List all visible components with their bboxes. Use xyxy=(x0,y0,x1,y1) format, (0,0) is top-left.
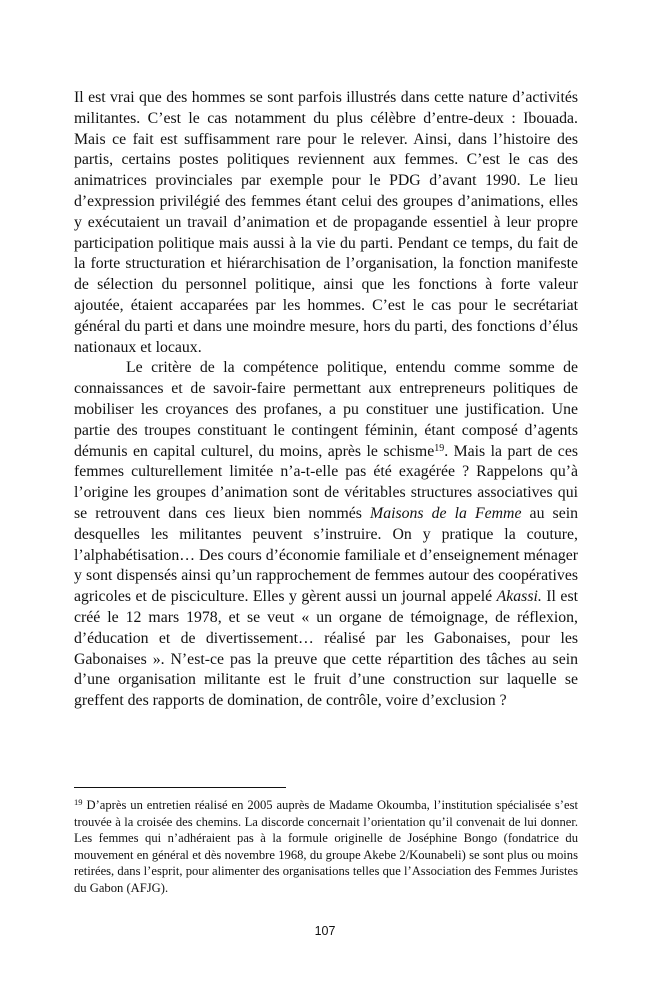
footnote-text: D’après un entretien réalisé en 2005 auprès de Madame Okoumba, l’institution spécialisée s’est trouvée à la croisée des chemins. La discorde concernait l’orientation qu’il convenait de lui donner. Les femmes qui n’adhéraient pas à la formule originelle de Joséphine Bongo (fondatrice du mouvement en général et dès novembre 1968, du groupe Akebe 2/Kounabeli) se sont plus ou moins retirées, dans l’esprit, pour alimenter des organisations telles que l’Association des Femmes Juristes du Gabon (AFJG). xyxy=(74,798,578,895)
page-body xyxy=(74,88,578,712)
paragraph-1: Il est vrai que des hommes se sont parfois illustrés dans cette nature d’activités militantes. C’est le cas notamment du plus célèbre d’entre-deux : Ibouada. Mais ce fait est suffisamment rare pour le relever. Ainsi, dans l’histoire des partis, certains postes politiques reviennent aux femmes. C’est le cas des animatrices provinciales par exemple pour le PDG d’avant 1990. Le lieu d’expression privilégié des femmes étant celui des groupes d’animations, elles y exécutaient un travail d’animation et de propagande essentiel à leur propre participation politique mais aussi à la vie du parti. Pendant ce temps, du fait de la forte structuration et hiérarchisation de l’organisation, la fonction manifeste de sélection du personnel politique, ainsi que les fonctions à forte valeur ajoutée, étaient accaparées par les hommes. C’est le cas pour le secrétariat général du parti et dans une moindre mesure, hors du parti, des fonctions d’élus nationaux et locaux. xyxy=(74,89,578,356)
paragraph-2-part-1: Le critère de la compétence politique, entendu comme somme de connaissances et de savoir-faire permettant aux entrepreneurs politiques de mobiliser les croyances des profanes, a pu constituer une justification. Une partie des troupes constituant le contingent féminin, étant composé d’agents démunis en capital culturel, du moins, après le schisme xyxy=(74,359,578,460)
footnote-reference: 19 xyxy=(434,442,445,454)
paragraph-2-part-4: Il est créé le 12 mars 1978, et se veut « un organe de témoignage, de réflexion, d’éducation et de divertissement… réalisé par les Gabonaises, pour les Gabonaises ». N’est-ce pas la preuve que cette répartition des tâches au sein d’une organisation militante est le fruit d’une construction sur laquelle se greffent des rapports de domination, de contrôle, voire d’exclusion ? xyxy=(74,588,578,710)
body-text xyxy=(74,88,578,712)
paragraph-2 xyxy=(74,358,578,712)
page-number: 107 xyxy=(314,924,336,938)
footnote xyxy=(74,797,578,897)
footnote-divider xyxy=(74,787,286,788)
footnote-number: 19 xyxy=(74,797,83,807)
italic-title-maisons: Maisons de la Femme xyxy=(370,504,522,522)
paragraph-2-part-2: . Mais la part de ces femmes culturellement limitée n’a-t-elle pas été exagérée ? Rappelons qu’à l’origine les groupes d’animation sont de véritables structures associatives qui se retrouvent dans ces lieux bien nommés xyxy=(74,442,578,522)
paragraph-2-part-3: au sein desquelles les militantes peuvent s’instruire. On y pratique la couture, l’alphabétisation… Des cours d’économie familiale et d’enseignement ménager y sont dispensés ainsi qu’un rapprochement de femmes autour des coopératives agricoles et de pisciculture. Elles y gèrent aussi un journal appelé xyxy=(74,504,578,606)
italic-title-akassi: Akassi. xyxy=(496,588,542,606)
